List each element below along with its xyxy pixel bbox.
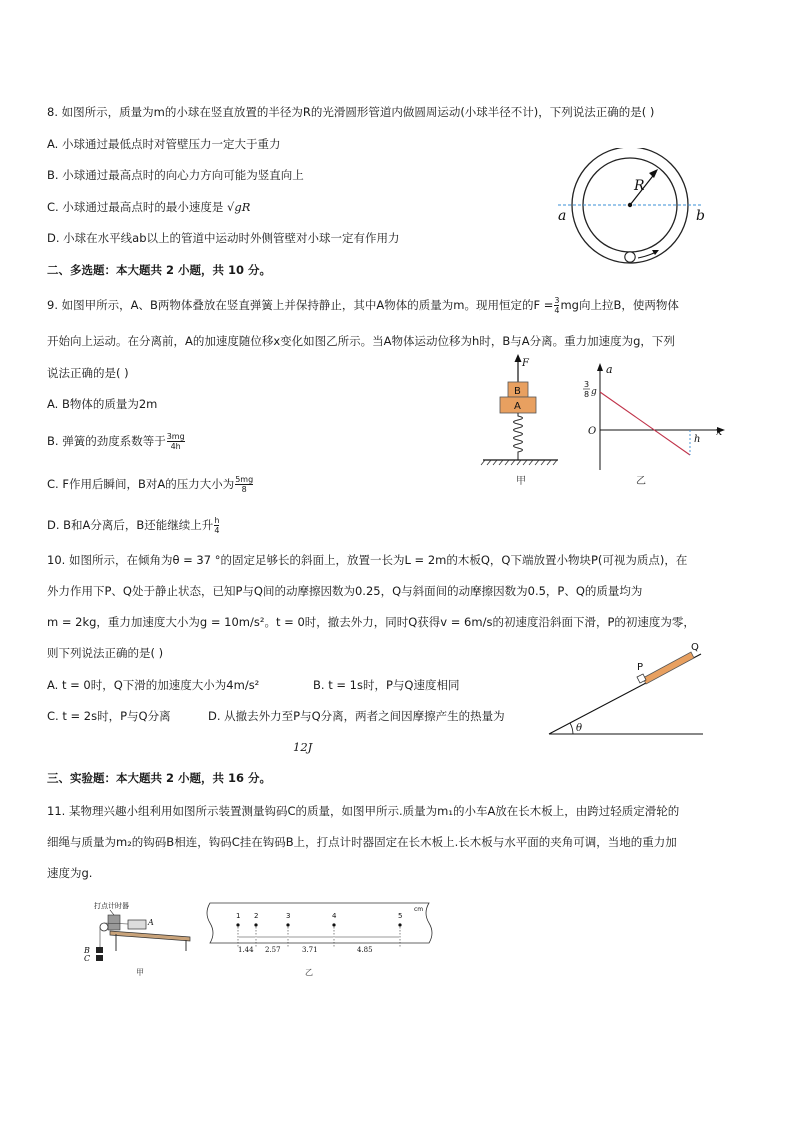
- q8-label-a: a: [558, 208, 567, 224]
- q10-option-a: A. t = 0时，Q下滑的加速度大小为4m/s²: [47, 678, 260, 692]
- q9-caption-jia: 甲: [516, 476, 526, 487]
- q11-point-label-2: 2: [254, 912, 259, 920]
- q11-caption-jia: 甲: [136, 968, 144, 977]
- q11-point-4: [332, 923, 335, 926]
- q11-distance-4: 4.85: [357, 946, 373, 954]
- q10-line1: 10. 如图所示，在倾角为θ = 37 °的固定足够长的斜面上，放置一长为L = 2m的木板Q，Q下端放置小物块P(可视为质点)，在: [47, 553, 688, 567]
- q11-line1: 11. 某物理兴趣小组利用如图所示装置测量钩码C的质量，如图甲所示.质量为m₁的小车A放在长木板上，由跨过轻质定滑轮的: [47, 804, 680, 818]
- q9-label-a-axis: a: [606, 363, 613, 376]
- q10-line4: 则下列说法正确的是( ): [47, 646, 164, 660]
- q10-label-theta: θ: [576, 723, 583, 734]
- q9-label-g-num: 3: [584, 380, 590, 389]
- section-2-title: 二、多选题：本大题共 2 小题，共 10 分。: [47, 263, 272, 277]
- q10-label-q: Q: [691, 642, 699, 653]
- q11-point-5: [398, 923, 401, 926]
- q9-label-o: O: [588, 426, 597, 437]
- q9-label-a-block: A: [514, 401, 521, 412]
- q8-option-b: B. 小球通过最高点时的向心力方向可能为竖直向上: [47, 168, 304, 182]
- q9-option-c: C. F作用后瞬间，B对A的压力大小为 $\frac{5mg}{8}$: [47, 475, 254, 494]
- q9-caption-yi: 乙: [636, 476, 646, 487]
- q11-distance-1: 1.44: [238, 946, 254, 954]
- q11-point-2: [254, 923, 257, 926]
- q10-option-d-value: 12J: [293, 740, 313, 754]
- q10-option-c: C. t = 2s时，P与Q分离: [47, 709, 171, 723]
- q9-stem-line2: 开始向上运动。在分离前，A的加速度随位移x变化如图乙所示。当A物体运动位移为h时，B与A分离。重力加速度为g，下列: [47, 334, 675, 348]
- q9-stem-line3: 说法正确的是( ): [47, 366, 129, 380]
- q8-option-d: D. 小球在水平线ab以上的管道中运动时外侧管壁对小球一定有作用力: [47, 231, 400, 245]
- q11-point-label-4: 4: [332, 912, 337, 920]
- q9-label-h: h: [694, 434, 701, 445]
- q11-distance-3: 3.71: [302, 946, 318, 954]
- q9-figure-yi: [578, 360, 728, 490]
- section-3-title: 三、实验题：本大题共 2 小题，共 16 分。: [47, 771, 272, 785]
- q11-line2: 细绳与质量为m₂的钩码B相连，钩码C挂在钩码B上，打点计时器固定在长木板上.长木板与水平面的夹角可调，当地的重力加: [47, 835, 677, 849]
- q9-label-b-block: B: [514, 386, 521, 397]
- q11-point-label-1: 1: [236, 912, 241, 920]
- q9-option-d: D. B和A分离后，B还能继续上升 $\frac{h}{4}$: [47, 516, 220, 535]
- q11-distance-2: 2.57: [265, 946, 281, 954]
- q11-timer-label: 打点计时器: [94, 902, 129, 910]
- q8-label-r: R: [634, 178, 645, 194]
- q11-figure-jia: [80, 895, 200, 983]
- q8-option-a: A. 小球通过最低点时对管壁压力一定大于重力: [47, 137, 281, 151]
- q10-option-b: B. t = 1s时，P与Q速度相同: [313, 678, 460, 692]
- q9-stem-line1: 9. 如图甲所示，A、B两物体叠放在竖直弹簧上并保持静止，其中A物体的质量为m。现用恒定的F = $\frac{3}{4}$ mg向上拉B，使两物体: [47, 296, 679, 315]
- q11-point-3: [286, 923, 289, 926]
- q10-figure-incline: [545, 642, 715, 738]
- q11-label-c: C: [84, 954, 91, 963]
- q10-line2: 外力作用下P、Q处于静止状态，已知P与Q间的动摩擦因数为0.25，Q与斜面间的动摩擦因数为0.5，P、Q的质量均为: [47, 584, 643, 598]
- q9-figure-jia: [478, 352, 568, 490]
- q11-point-label-3: 3: [286, 912, 291, 920]
- q9-label-f: F: [522, 358, 529, 369]
- q11-caption-yi: 乙: [305, 968, 313, 977]
- q10-line3: m = 2kg，重力加速度大小为g = 10m/s²。t = 0时，撤去外力，同时Q获得v = 6m/s的初速度沿斜面下滑，P的初速度为零，: [47, 615, 695, 629]
- q9-label-g: g: [591, 387, 597, 397]
- q8-figure-ring: [548, 148, 718, 268]
- q11-label-a: A: [148, 918, 154, 927]
- q9-option-a: A. B物体的质量为2m: [47, 397, 158, 411]
- q10-option-d: D. 从撤去外力至P与Q分离，两者之间因摩擦产生的热量为: [208, 709, 505, 723]
- q11-point-label-5: 5: [398, 912, 403, 920]
- q11-unit: cm: [414, 906, 424, 913]
- q8-stem: 8. 如图所示，质量为m的小球在竖直放置的半径为R的光滑圆形管道内做圆周运动(小球半径不计)，下列说法正确的是( ): [47, 105, 655, 119]
- q9-label-x: x: [716, 425, 723, 438]
- q11-line3: 速度为g.: [47, 866, 93, 880]
- q8-option-c-formula: √gR: [227, 200, 251, 214]
- q8-option-c: C. 小球通过最高点时的最小速度是 √gR: [47, 200, 251, 214]
- q9-label-g-den: 8: [584, 390, 590, 399]
- q10-label-p: P: [637, 662, 644, 673]
- q8-label-b: b: [696, 208, 705, 224]
- q11-figure-yi: [205, 899, 435, 981]
- q9-option-b: B. 弹簧的劲度系数等于 $\frac{3mg}{4h}$: [47, 432, 185, 451]
- q11-label-b: B: [84, 946, 90, 955]
- q11-point-1: [236, 923, 239, 926]
